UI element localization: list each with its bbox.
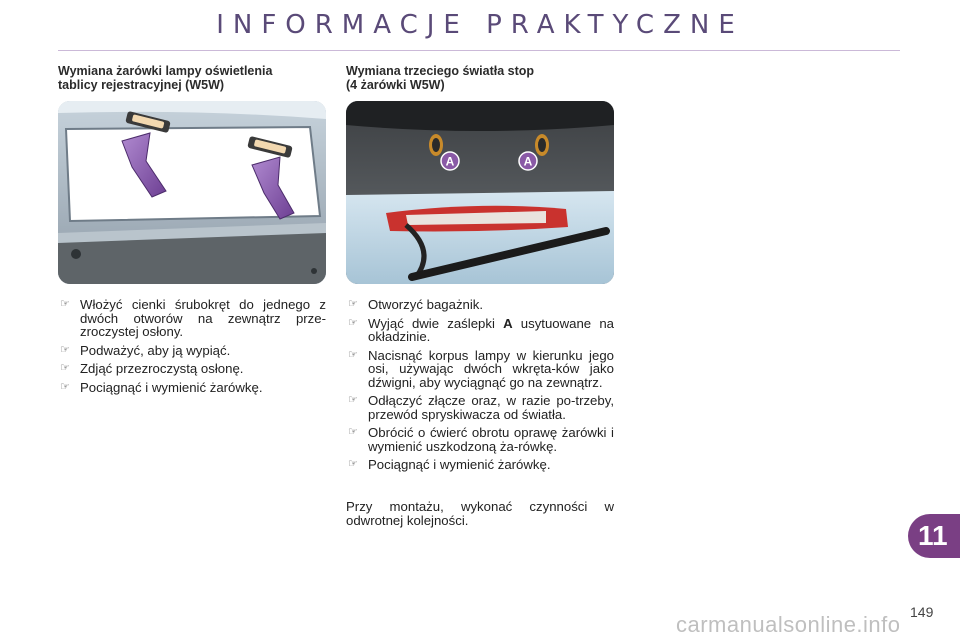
left-section-title [58,64,272,92]
list-item [58,362,326,376]
step-text: Otworzyć bagażnik. [368,297,484,312]
step-text: Odłączyć złącze oraz, w razie po-trzeby, przewód spryskiwacza od światła. [368,393,614,422]
step-text: Pociągnąć i wymienić żarówkę. [80,379,263,395]
bullet-hand-icon: ☞ [348,298,358,310]
list-item [58,298,326,339]
list-item [346,394,614,421]
right-steps-list [346,298,614,477]
bullet-hand-icon: ☞ [348,458,358,470]
svg-text:A: A [445,154,455,169]
license-plate-lamp-photo [58,101,326,284]
third-stop-light-photo [346,101,614,284]
step-text: Pociągnąć i wymienić żarówkę. [368,457,551,472]
bullet-hand-icon: ☞ [348,348,358,361]
right-title-line-1: Wymiana trzeciego światła stop [346,64,535,78]
step-text-post: usytuowane na okładzinie. [368,315,614,344]
step-text: Włożyć cienki śrubokręt do jednego z dwóch otworów na zewnątrz prze-zroczystej osłony. [80,297,326,339]
svg-text:A: A [523,154,533,169]
marker-a-left [441,152,459,170]
left-title-line-1: Wymiana żarówki lampy oświetlenia [58,64,273,78]
bullet-hand-icon: ☞ [348,394,358,406]
left-title-line-2: tablicy rejestracyjnej (W5W) [58,78,225,92]
list-item [58,381,326,395]
marker-a-right [519,152,537,170]
step-bold-ref: A [503,315,513,331]
step-text: Wyjąć dwie zaślepki [368,315,504,331]
header-divider [58,50,900,51]
list-item [346,349,614,390]
list-item [346,298,614,312]
bullet-hand-icon: ☞ [60,298,70,310]
reassembly-note: Przy montażu, wykonać czynności w odwrotnej kolejności. [346,499,614,528]
right-section-title [346,64,534,92]
chapter-number: 11 [918,520,948,551]
step-text: Podważyć, aby ją wypiąć. [80,342,231,358]
list-item [346,426,614,453]
left-steps-list [58,298,326,399]
bullet-hand-icon: ☞ [60,380,70,393]
watermark: carmanualsonline.info [676,612,901,637]
bullet-hand-icon: ☞ [60,343,70,356]
step-text: Obrócić o ćwierć obrotu oprawę żarówki i wymienić uszkodzoną ża-rówkę. [368,425,614,454]
page-header-title: INFORMACJE PRAKTYCZNE [216,10,744,40]
list-item [346,317,614,344]
list-item [58,344,326,358]
bullet-hand-icon: ☞ [60,362,70,374]
list-item [346,458,614,472]
page-number: 149 [910,604,934,620]
bullet-hand-icon: ☞ [348,316,358,329]
bullet-hand-icon: ☞ [348,426,358,438]
step-text: Nacisnąć korpus lampy w kierunku jego osi, używając dwóch wkręta-ków jako dźwigni, aby wyciągnąć go na zewnątrz. [368,347,614,390]
chapter-tab [908,514,960,558]
step-text: Zdjąć przezroczystą osłonę. [80,361,244,376]
right-title-line-2: (4 żarówki W5W) [346,78,445,92]
